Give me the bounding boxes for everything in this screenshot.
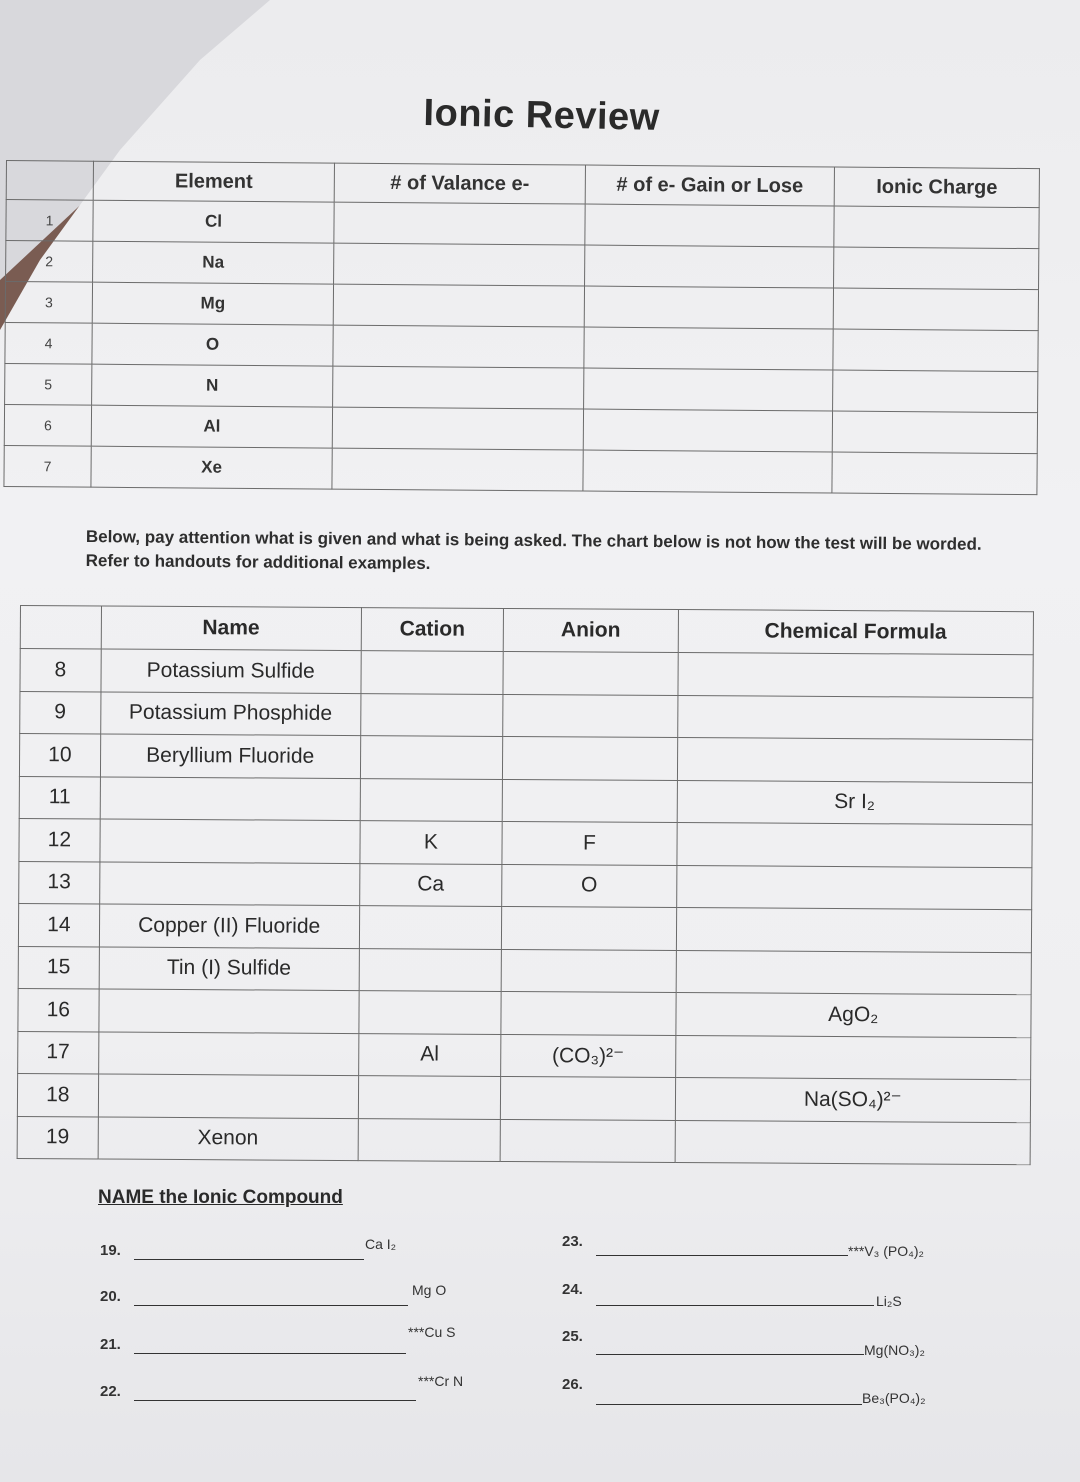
element-cell: Xe	[91, 446, 332, 489]
row-number: 18	[17, 1073, 98, 1116]
formula-label: ***Cr N	[418, 1373, 464, 1389]
name-cell[interactable]	[100, 819, 360, 863]
name-cell[interactable]: Xenon	[98, 1116, 358, 1160]
valence-cell[interactable]	[334, 243, 585, 286]
anion-cell[interactable]	[503, 736, 678, 780]
section-title: NAME the Ionic Compound	[98, 1187, 343, 1208]
element-cell: Mg	[92, 282, 333, 325]
element-table	[3, 160, 1040, 495]
formula-cell[interactable]: AgO₂	[675, 993, 1031, 1038]
formula-label: ***V₃ (PO₄)₂	[848, 1243, 924, 1259]
anion-cell[interactable]: F	[502, 821, 677, 865]
gain-lose-cell[interactable]	[583, 450, 832, 493]
row-number: 16	[18, 988, 99, 1031]
question-number: 25.	[562, 1328, 583, 1345]
row-number: 7	[4, 445, 91, 487]
question-number: 26.	[562, 1376, 583, 1393]
table-row	[4, 445, 1037, 494]
header-cell: Cation	[361, 608, 504, 652]
formula-cell[interactable]	[676, 865, 1032, 910]
anion-cell[interactable]	[502, 906, 677, 950]
header-cell: # of Valance e-	[334, 163, 585, 204]
formula-cell[interactable]	[675, 1035, 1031, 1080]
table-row	[20, 649, 1033, 698]
row-number: 6	[4, 404, 91, 446]
gain-lose-cell[interactable]	[584, 286, 833, 329]
row-number: 2	[6, 241, 93, 283]
row-number: 8	[20, 649, 101, 692]
valence-cell[interactable]	[334, 202, 585, 245]
question-number: 21.	[100, 1336, 121, 1353]
instructions-note: Below, pay attention what is given and what is being asked. The chart below is not how the test will be worded. Refer to handouts for additional examples.	[85, 526, 982, 574]
name-cell[interactable]	[98, 1074, 358, 1118]
compound-table	[17, 605, 1034, 1165]
anion-cell[interactable]	[501, 1076, 676, 1120]
question-number: 20.	[100, 1288, 121, 1305]
question-number: 22.	[100, 1383, 121, 1400]
formula-label: Ca I₂	[365, 1236, 397, 1252]
question-number: 24.	[562, 1281, 583, 1298]
formula-cell[interactable]	[676, 950, 1032, 995]
ionic-charge-cell[interactable]	[832, 452, 1037, 495]
row-number: 1	[6, 200, 93, 242]
answer-line[interactable]	[134, 1305, 408, 1306]
anion-cell[interactable]	[503, 651, 678, 695]
formula-cell[interactable]	[676, 908, 1032, 953]
element-cell: N	[92, 364, 333, 407]
header-cell	[20, 606, 101, 649]
valence-cell[interactable]	[332, 448, 583, 491]
row-number: 12	[19, 818, 100, 861]
answer-line[interactable]	[596, 1354, 864, 1355]
element-cell: Cl	[93, 200, 334, 243]
answer-line[interactable]	[134, 1259, 364, 1260]
formula-label: Mg O	[412, 1282, 447, 1298]
cation-cell[interactable]	[359, 991, 502, 1034]
answer-line[interactable]	[596, 1404, 862, 1405]
cation-cell[interactable]: Al	[358, 1033, 501, 1076]
valence-cell[interactable]	[332, 407, 583, 450]
anion-cell[interactable]	[503, 694, 678, 738]
header-cell: Chemical Formula	[678, 610, 1034, 655]
name-cell[interactable]	[98, 1031, 358, 1075]
anion-cell[interactable]	[501, 949, 676, 993]
cation-cell[interactable]	[358, 1118, 501, 1161]
cation-cell[interactable]	[359, 948, 502, 991]
table-row	[18, 903, 1031, 952]
formula-cell[interactable]	[675, 1120, 1031, 1165]
table-row	[18, 988, 1031, 1037]
question-number: 23.	[562, 1233, 583, 1250]
table-row	[20, 691, 1033, 740]
element-cell: Na	[93, 241, 334, 284]
ionic-charge-cell[interactable]	[833, 370, 1038, 413]
table-row	[19, 818, 1032, 867]
formula-cell[interactable]	[678, 653, 1034, 698]
name-cell[interactable]	[100, 776, 360, 820]
row-number: 19	[17, 1116, 98, 1159]
anion-cell[interactable]	[502, 779, 677, 823]
ionic-charge-cell[interactable]	[832, 411, 1037, 454]
cation-cell[interactable]: K	[360, 821, 503, 864]
anion-cell[interactable]	[500, 1119, 675, 1163]
gain-lose-cell[interactable]	[584, 368, 833, 411]
element-cell: O	[92, 323, 333, 366]
cation-cell[interactable]	[360, 778, 503, 821]
anion-cell[interactable]: (CO₃)²⁻	[501, 1034, 676, 1078]
name-cell[interactable]: Copper (II) Fluoride	[99, 904, 359, 948]
anion-cell[interactable]: O	[502, 864, 677, 908]
answer-line[interactable]	[596, 1305, 874, 1306]
ionic-charge-cell[interactable]	[833, 288, 1038, 331]
formula-cell[interactable]: Sr I₂	[677, 780, 1033, 825]
row-number: 13	[19, 861, 100, 904]
row-number: 4	[5, 322, 92, 364]
question-number: 19.	[100, 1242, 121, 1259]
cation-cell[interactable]	[359, 906, 502, 949]
formula-cell[interactable]	[676, 823, 1032, 868]
row-number: 5	[5, 363, 92, 405]
valence-cell[interactable]	[333, 366, 584, 409]
formula-label: Mg(NO₃)₂	[864, 1342, 925, 1358]
row-number: 14	[18, 903, 99, 946]
cation-cell[interactable]	[360, 693, 503, 736]
row-number: 15	[18, 946, 99, 989]
table-row	[19, 776, 1032, 825]
anion-cell[interactable]	[501, 991, 676, 1035]
ionic-charge-cell[interactable]	[834, 247, 1039, 290]
compound-table-header	[20, 606, 1033, 655]
header-cell: # of e- Gain or Lose	[585, 165, 834, 206]
valence-cell[interactable]	[333, 325, 584, 368]
name-cell[interactable]: Beryllium Fluoride	[100, 734, 360, 778]
table-row	[18, 946, 1031, 995]
name-cell[interactable]	[99, 989, 359, 1033]
gain-lose-cell[interactable]	[583, 409, 832, 452]
page-title: Ionic Review	[423, 92, 661, 139]
row-number: 11	[19, 776, 100, 819]
table-row	[19, 861, 1032, 910]
formula-label: Be₃(PO₄)₂	[862, 1390, 926, 1406]
header-cell: Ionic Charge	[834, 167, 1039, 208]
row-number: 3	[5, 282, 92, 324]
table-row	[17, 1073, 1030, 1122]
ionic-charge-cell[interactable]	[834, 206, 1039, 249]
ionic-charge-cell[interactable]	[833, 329, 1038, 372]
gain-lose-cell[interactable]	[585, 204, 834, 247]
valence-cell[interactable]	[333, 284, 584, 327]
gain-lose-cell[interactable]	[584, 327, 833, 370]
header-cell: Anion	[503, 608, 678, 652]
answer-line[interactable]	[596, 1255, 848, 1256]
header-cell: Name	[101, 606, 361, 651]
cation-cell[interactable]	[358, 1076, 501, 1119]
table-row	[17, 1116, 1030, 1165]
formula-label: Li₂S	[876, 1293, 902, 1309]
row-number: 9	[20, 691, 101, 734]
answer-line[interactable]	[134, 1400, 416, 1401]
row-number: 17	[18, 1031, 99, 1074]
table-row	[19, 734, 1032, 783]
name-cell[interactable]: Tin (I) Sulfide	[99, 946, 359, 990]
cation-cell[interactable]	[360, 736, 503, 779]
formula-cell[interactable]	[677, 695, 1033, 740]
formula-label: ***Cu S	[408, 1324, 456, 1340]
cation-cell[interactable]	[361, 651, 504, 694]
element-cell: Al	[91, 405, 332, 448]
name-cell[interactable]: Potassium Sulfide	[101, 649, 361, 693]
table-row	[18, 1031, 1031, 1080]
header-cell: Element	[93, 161, 334, 202]
formula-cell[interactable]	[677, 738, 1033, 783]
cation-cell[interactable]: Ca	[359, 863, 502, 906]
gain-lose-cell[interactable]	[585, 245, 834, 288]
name-cell[interactable]	[99, 861, 359, 905]
header-cell	[6, 161, 93, 201]
name-cell[interactable]: Potassium Phosphide	[100, 691, 360, 735]
row-number: 10	[19, 734, 100, 777]
answer-line[interactable]	[134, 1353, 406, 1354]
formula-cell[interactable]: Na(SO₄)²⁻	[675, 1078, 1031, 1123]
